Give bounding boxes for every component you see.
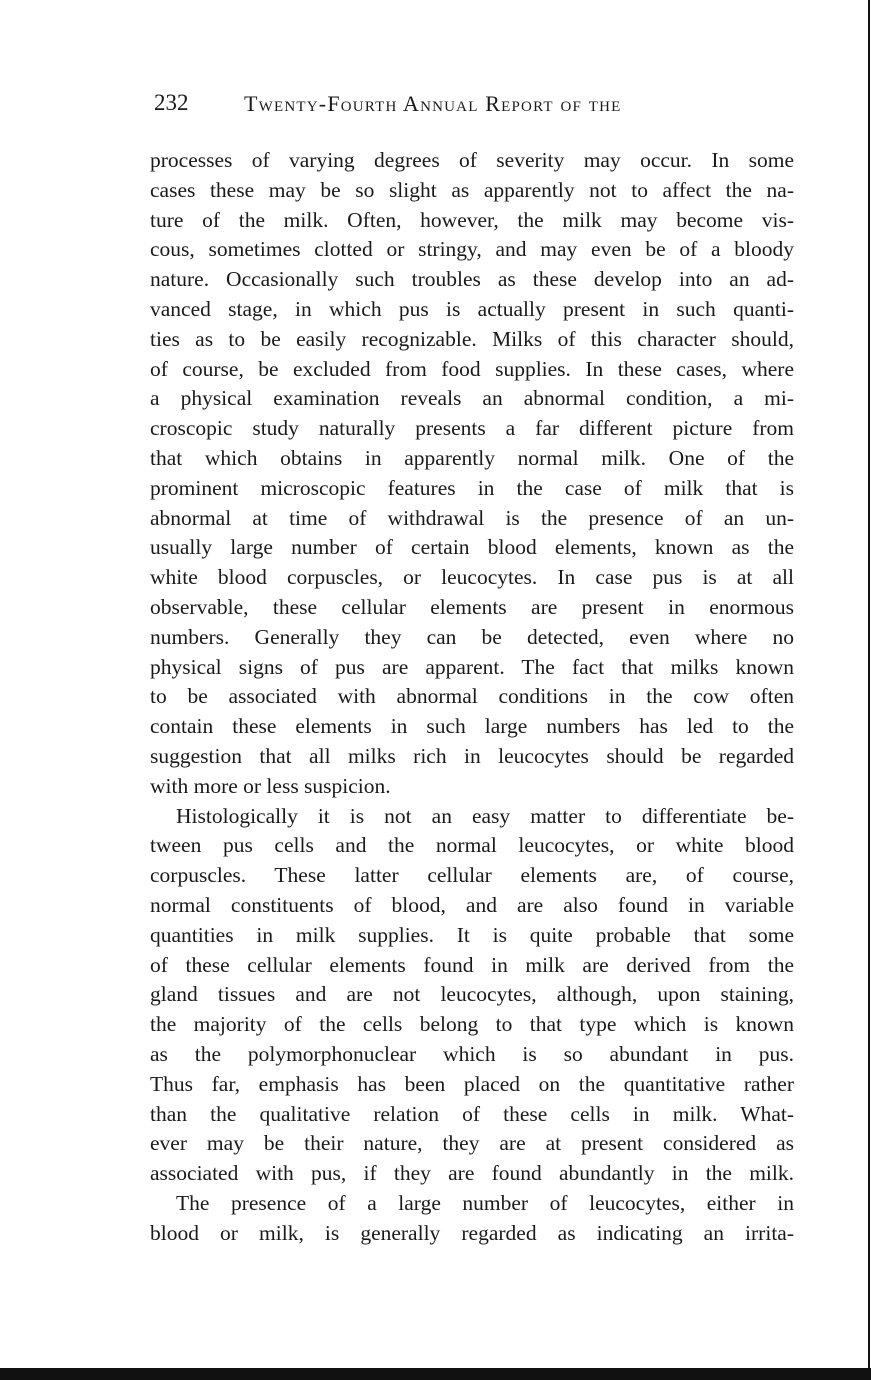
- running-head: Twenty-Fourth Annual Report of the: [244, 91, 622, 116]
- text-line: a physical examination reveals an abnormal condition, a mi-: [150, 386, 794, 411]
- text-line: nature. Occasionally such troubles as these develop into an ad-: [150, 267, 794, 292]
- text-line: tween pus cells and the normal leucocytes, or white blood: [150, 833, 794, 858]
- scan-bottom-edge: [0, 1368, 871, 1380]
- text-line: The presence of a large number of leucocytes, either in: [176, 1190, 794, 1215]
- page-number: 232: [154, 90, 189, 115]
- text-line: ties as to be easily recognizable. Milks of this character should,: [150, 326, 794, 351]
- text-line: vanced stage, in which pus is actually present in such quanti-: [150, 296, 794, 321]
- body-text: [150, 146, 794, 1248]
- text-line: physical signs of pus are apparent. The fact that milks known: [150, 654, 794, 679]
- text-line: cases these may be so slight as apparently not to affect the na-: [150, 177, 794, 202]
- text-line: with more or less suspicion.: [150, 773, 391, 798]
- text-line: normal constituents of blood, and are also found in variable: [150, 892, 794, 917]
- text-line: gland tissues and are not leucocytes, although, upon staining,: [150, 982, 794, 1007]
- text-line: that which obtains in apparently normal milk. One of the: [150, 445, 794, 470]
- text-line: as the polymorphonuclear which is so abundant in pus.: [150, 1041, 794, 1066]
- text-line: white blood corpuscles, or leucocytes. In case pus is at all: [150, 565, 794, 590]
- page-header: [154, 90, 794, 120]
- text-line: usually large number of certain blood elements, known as the: [150, 535, 794, 560]
- text-line: than the qualitative relation of these cells in milk. What-: [150, 1101, 794, 1126]
- text-line: Histologically it is not an easy matter to differentiate be-: [176, 803, 794, 828]
- text-line: of these cellular elements found in milk are derived from the: [150, 952, 794, 977]
- text-line: cous, sometimes clotted or stringy, and may even be of a bloody: [150, 237, 794, 262]
- text-line: corpuscles. These latter cellular elements are, of course,: [150, 863, 794, 888]
- text-line: to be associated with abnormal conditions in the cow often: [150, 684, 794, 709]
- text-line: ture of the milk. Often, however, the milk may become vis-: [150, 207, 794, 232]
- text-line: prominent microscopic features in the case of milk that is: [150, 475, 794, 500]
- text-line: processes of varying degrees of severity may occur. In some: [150, 148, 794, 172]
- text-line: blood or milk, is generally regarded as indicating an irrita-: [150, 1220, 794, 1245]
- text-line: numbers. Generally they can be detected, even where no: [150, 624, 794, 649]
- text-line: ever may be their nature, they are at present considered as: [150, 1131, 794, 1156]
- text-line: contain these elements in such large numbers has led to the: [150, 714, 794, 739]
- text-line: observable, these cellular elements are present in enormous: [150, 594, 794, 619]
- text-line: quantities in milk supplies. It is quite probable that some: [150, 922, 794, 947]
- text-line: the majority of the cells belong to that type which is known: [150, 1012, 794, 1037]
- text-line: abnormal at time of withdrawal is the presence of an un-: [150, 505, 794, 530]
- text-line: Thus far, emphasis has been placed on the quantitative rather: [150, 1071, 794, 1096]
- text-line: associated with pus, if they are found abundantly in the milk.: [150, 1161, 794, 1186]
- text-line: suggestion that all milks rich in leucocytes should be regarded: [150, 743, 794, 768]
- text-line: croscopic study naturally presents a far different picture from: [150, 416, 794, 441]
- text-line: of course, be excluded from food supplies. In these cases, where: [150, 356, 794, 381]
